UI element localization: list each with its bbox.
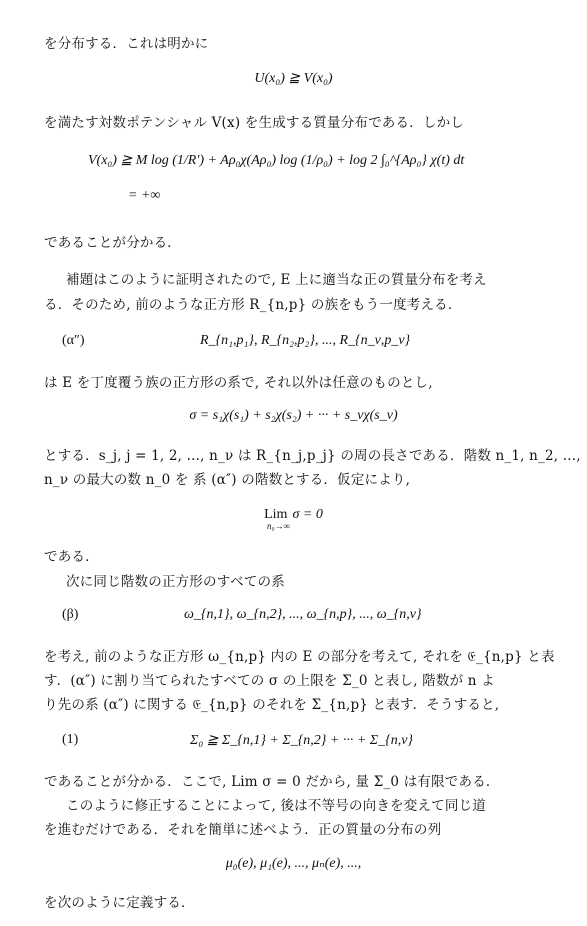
limit-subscript: n₀→∞ <box>266 521 291 531</box>
text-line: を満たす対数ポテンシャル V(x) を生成する質量分布である．しかし <box>44 115 464 131</box>
text-line: す．(α″) に割り当てられたすべての σ の上限を Σ_0 と表し, 階数が n よ <box>44 673 495 689</box>
equation-2-line-2: = +∞ <box>128 188 161 203</box>
label-one: (1) <box>62 732 79 747</box>
text-line: n_ν の最大の数 n_0 を 系 (α″) の階数とする．仮定により, <box>44 472 411 488</box>
text-line: り先の系 (α″) に関する 𝔈_{n,p} のそれを Σ_{n,p} と表す．そうすると, <box>44 697 500 713</box>
text-line: を考え, 前のような正方形 ω_{n,p} 内の E の部分を考えて, それを 𝔈_{n,p} と表 <box>44 649 555 665</box>
equation-sigma: σ = s₁χ(s₁) + s₂χ(s₂) + ··· + s_νχ(s_ν) <box>189 408 398 423</box>
label-alpha: (α″) <box>62 333 85 348</box>
text-line: を分布する．これは明かに <box>44 36 209 52</box>
limit-word: Lim <box>264 507 288 522</box>
equation-mu: μ₀(e), μ₁(e), ..., μₙ(e), ..., <box>225 856 362 871</box>
equation-2-line-1: V(x₀) ≧ M log (1/R′) + Aρ₀χ(Aρ₀) log (1/ρ₀) + log 2 ∫₀^{Aρ₀} χ(t) dt <box>88 153 465 168</box>
text-line: であることが分かる．ここで, Lim σ = 0 だから, 量 Σ_0 は有限である． <box>44 774 500 790</box>
equation-one: Σ₀ ≧ Σ_{n,1} + Σ_{n,2} + ··· + Σ_{n,ν} <box>190 733 414 748</box>
text-line: である． <box>44 549 99 565</box>
text-line: このように修正することによって, 後は不等号の向きを変えて同じ道 <box>66 798 486 814</box>
text-line: る．そのため, 前のような正方形 R_{n,p} の族をもう一度考える． <box>44 297 462 313</box>
text-line: であることが分かる． <box>44 235 181 251</box>
equation-limit <box>0 503 587 531</box>
text-line: は E を丁度覆う族の正方形の系で, それ以外は任意のものとし, <box>44 375 433 391</box>
text-line: を次のように定義する． <box>44 895 195 911</box>
equation-1: U(x₀) ≧ V(x₀) <box>254 71 333 86</box>
text-line: を進むだけである．それを簡単に述べよう．正の質量の分布の列 <box>44 822 442 838</box>
equation-beta: ω_{n,1}, ω_{n,2}, ..., ω_{n,p}, ..., ω_{n,ν} <box>184 607 422 622</box>
limit-rest: σ = 0 <box>292 507 323 522</box>
text-line: とする．s_j, j = 1, 2, ..., n_ν は R_{n_j,p_j} の周の長さである．階数 n_1, n_2, ..., <box>44 448 581 464</box>
equation-alpha: R_{n₁,p₁}, R_{n₂,p₂}, ..., R_{n_ν,p_ν} <box>200 333 411 348</box>
text-line: 次に同じ階数の正方形のすべての系 <box>66 574 285 590</box>
label-beta: (β) <box>62 607 79 622</box>
text-line: 補題はこのように証明されたので, E 上に適当な正の質量分布を考え <box>66 272 487 288</box>
